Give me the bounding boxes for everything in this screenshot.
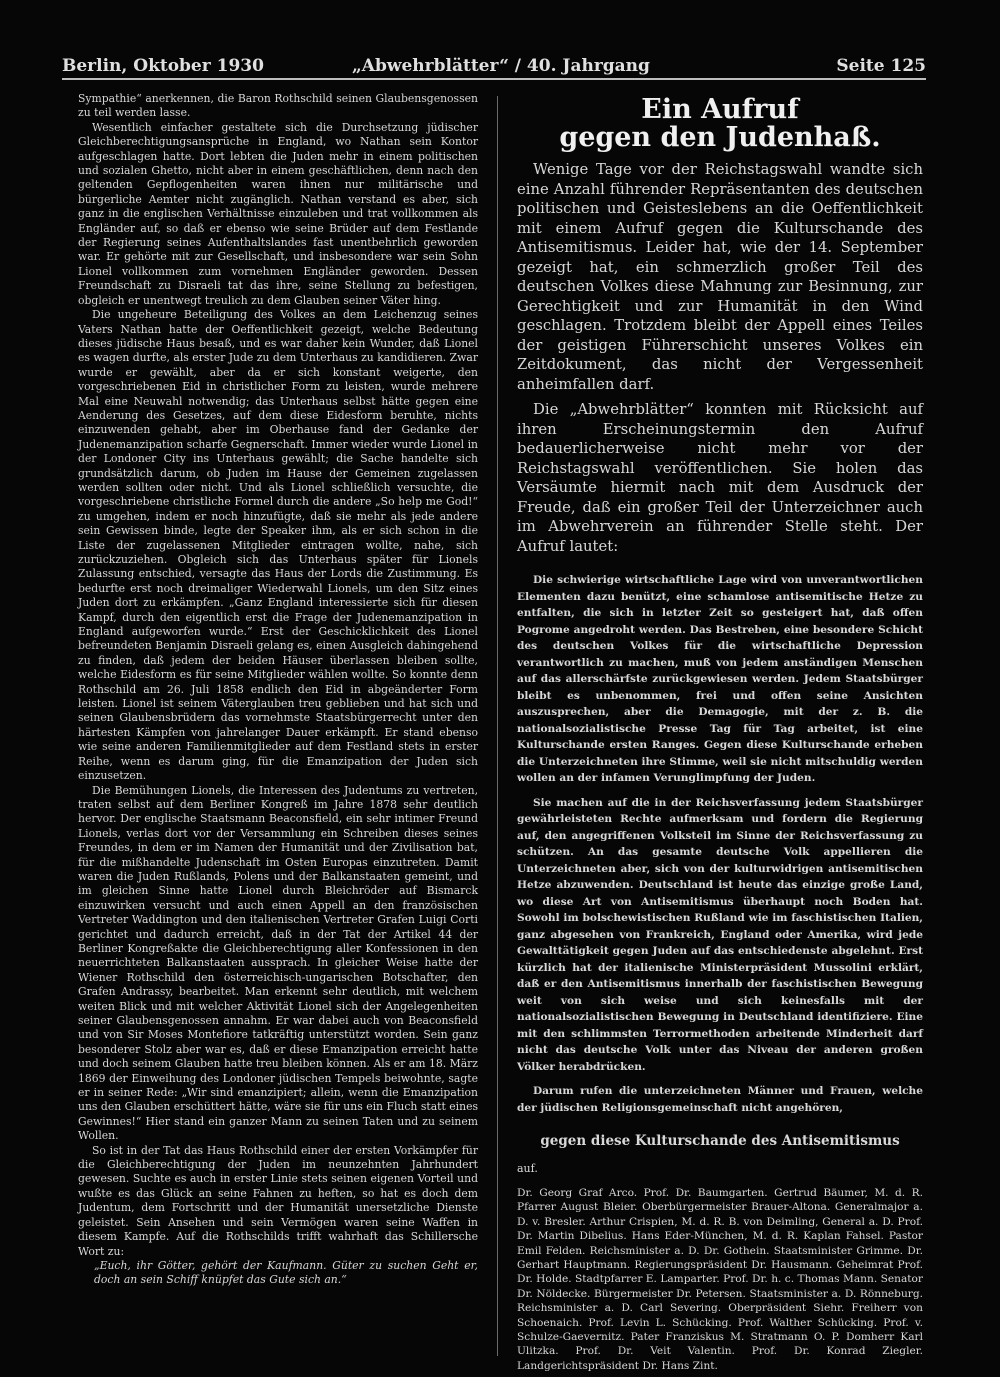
article-paragraph: Die ungeheure Beteiligung des Volkes an dem Leichenzug seines Vaters Nathan hatte der Oeffentlichkeit gezeigt, welche Bedeutung dieses jüdische Haus besaß, und es war daher kein Wunder, daß Lionel es wagen durfte, als erster Jude zu dem Unterhaus zu kandidieren. Zwar wurde er gewählt, aber da er sich konstant weigerte, den vorgeschriebenen Eid in christlicher Form zu leisten, wurde mehrere Mal eine Neuwahl notwendig; das Unterhaus selbst hätte gegen eine Aenderung des Gesetzes, auf dem diese Eidesform beruhte, nichts einzuwenden gehabt, aber im Oberhause fand der Gedanke der Judenemanzipation scharfe Gegnerschaft. Immer wieder wurde Lionel in der Londoner City ins Unterhaus gewählt; die Sache handelte sich grundsätzlich darum, ob Juden im Hause der Gemeinen zugelassen werden sollten oder nicht. Und als Lionel schließlich versuchte, die vorgeschriebene christliche Formel durch die andere „So help me God!“ zu umgehen, indem er noch hinzufügte, daß sie mehr als jede andere sein Gewissen binde, legte der Speaker ihm, als er sich schon in die Liste der zugelassenen Mitglieder eintragen wollte, nahe, sich zurückzuziehen. Obgleich sich das Unterhaus später für Lionels Zulassung entschied, versagte das Haus der Lords die Zustimmung. Es bedurfte erst noch dreimaliger Wiederwahl Lionels, um den Sitz eines Juden dort zu erkämpfen. „Ganz England interessierte sich für diesen Kampf, durch den eigentlich erst die Frage der Judenemanzipation in England aufgeworfen wurde.“ Erst der Geschicklichkeit des Lionel befreundeten Benjamin Disraeli gelang es, einen Ausgleich dahingehend zu finden, daß jedem der beiden Häuser überlassen bleiben sollte, welche Eidesform es für seine Mitglieder wählen wollte. So konnte denn Rothschild am 26. Juli 1858 endlich den Eid in abgeänderter Form leisten. Lionel ist seinem Väterglauben treu geblieben und hat sich und seinen Glaubensbrüdern das vornehmste Staatsbürgerrecht unter den härtesten Kämpfen von jahrelanger Dauer erkämpft. Er stand ebenso wie seine anderen Familienmitglieder auf dem Festland stets in erster Reihe, wenn es darum ging, für die Emanzipation der Juden sich einzusetzen. xyxy=(78,308,478,783)
article-paragraph: Die Bemühungen Lionels, die Interessen des Judentums zu vertreten, traten selbst auf dem Berliner Kongreß im Jahre 1878 sehr deutlich hervor. Der englische Staatsmann Beaconsfield, ein sehr intimer Freund Lionels, verlas dort vor der Versammlung ein Schreiben dieses seines Freundes, in dem er im Namen der Humanität und der Zivilisation bat, für die mißhandelte Judenschaft im Osten Europas einzutreten. Damit waren die Juden Rußlands, Polens und der Balkanstaaten gemeint, und im gleichen Sinne hatte Lionel durch Bleichröder auf Bismarck einzuwirken versucht und auch einen Appell an den französischen Vertreter Waddington und den italienischen Vertreter Grafen Luigi Corti gerichtet und dadurch erreicht, daß in der Tat der Artikel 44 der Berliner Kongreßakte die Gleichberechtigung aller Konfessionen in den neuerrichteten Balkanstaaten aussprach. In gleicher Weise hatte der Wiener Rothschild den österreichisch-ungarischen Botschafter, den Grafen Andrassy, bearbeitet. Man erkennt sehr deutlich, mit welchem weiten Blick und mit welcher Aktivität Lionel sich der Angelegenheiten seiner Glaubensgenossen annahm. Er war dabei auch von Beaconsfield und von Sir Moses Montefiore tatkräftig unterstützt worden. Sein ganz besonderer Stolz aber war es, daß er diese Emanzipation erreicht hatte und doch seinem Glauben hatte treu bleiben können. Als er am 18. März 1869 der Einweihung des Londoner jüdischen Tempels beiwohnte, sagte er in seiner Rede: „Wir sind emanzipiert; allein, wenn die Emanzipation uns den Glauben erschüttert hätte, wäre sie für uns ein Fluch statt eines Gewinnes!“ Hier stand ein ganzer Mann zu seinen Taten und zu seinem Wollen. xyxy=(78,783,478,1143)
appeal-subheading: gegen diese Kulturschande des Antisemitismus xyxy=(540,1133,900,1149)
appeal-auf: auf. xyxy=(517,1162,538,1175)
intro-paragraph: Die „Abwehrblätter“ konnten mit Rücksicht auf ihren Erscheinungstermin den Aufruf bedauerlicherweise nicht mehr vor der Reichstagswahl veröffentlichen. Sie holen das Versäumte hiermit nach mit dem Ausdruck der Freude, daß ein großer Teil der Unterzeichner auch im Abwehrverein an führender Stelle steht. Der Aufruf lautet: xyxy=(517,401,923,555)
signatories-list: Dr. Georg Graf Arco. Prof. Dr. Baumgarten. Gertrud Bäumer, M. d. R. Pfarrer August Bleier. Oberbürgermeister Brauer-Altona. Generalmajor a. D. v. Bresler. Arthur Crispien, M. d. R. B. von Deimling, General a. D. Prof. Dr. Martin Dibelius. Hans Eder-München, M. d. R. Kaplan Fahsel. Pastor Emil Felden. Reichsminister a. D. Dr. Gothein. Staatsminister Grimme. Dr. Gerhart Hauptmann. Regierungspräsident Dr. Hausmann. Geheimrat Prof. Dr. Holde. Stadtpfarrer E. Lamparter. Prof. Dr. h. c. Thomas Mann. Senator Dr. Nöldecke. Bürgermeister Dr. Petersen. Staatsminister a. D. Rönneburg. Reichsminister a. D. Carl Severing. Oberpräsident Siehr. Freiherr von Schoenaich. Prof. Levin L. Schücking. Prof. Walther Schücking. Prof. v. Schulze-Gaevernitz. Pater Franziskus M. Stratmann O. P. Domherr Karl Ulitzka. Prof. Dr. Veit Valentin. Prof. Dr. Konrad Ziegler. Landgerichtspräsident Dr. Hans Zint. xyxy=(517,1187,923,1372)
article-intro xyxy=(517,160,923,556)
header-page-number: Seite 125 xyxy=(836,56,926,76)
article-headline xyxy=(517,96,923,152)
intro-paragraph: Wenige Tage vor der Reichstagswahl wandte sich eine Anzahl führender Repräsentanten des deutschen politischen und Geisteslebens an die Oeffentlichkeit mit einem Aufruf gegen die Kulturschande des Antisemitismus. Leider hat, wie der 14. September gezeigt hat, ein schmerzlich großer Teil des deutschen Volkes diese Mahnung zur Besinnung, zur Gerechtigkeit und zur Humanität in den Wind geschlagen. Trotzdem bleibt der Appell eines Teiles der geistigen Führerschicht unseres Volkes ein Zeitdokument, das nicht der Vergessenheit anheimfallen darf. xyxy=(517,161,923,393)
schiller-quote: „Euch, ihr Götter, gehört der Kaufmann. Güter zu suchen Geht er, doch an sein Schiff knüpfet das Gute sich an.“ xyxy=(94,1258,478,1287)
left-column-article xyxy=(78,92,478,1288)
appeal-paragraph: Die schwierige wirtschaftliche Lage wird von unverantwortlichen Elementen dazu benützt, eine schamlose antisemitische Hetze zu entfalten, die sich in letzter Zeit so gesteigert hat, daß offen Pogrome angedroht werden. Das Bestreben, eine besondere Schicht des deutschen Volkes für die wirtschaftliche Depression verantwortlich zu machen, muß von jedem anständigen Menschen auf das allerschärfste zurückgewiesen werden. Jedem Staatsbürger bleibt es unbenommen, frei und offen seine Ansichten auszusprechen, aber die Demagogie, mit der z. B. die nationalsozialistische Presse Tag für Tag arbeitet, ist eine Kulturschande ersten Ranges. Gegen diese Kulturschande erheben die Unterzeichneten ihre Stimme, weil sie nicht mitschuldig werden wollen an der infamen Verunglimpfung der Juden. xyxy=(517,574,923,784)
column-divider xyxy=(497,96,498,1356)
header-publication: „Abwehrblätter“ / 40. Jahrgang xyxy=(352,56,650,76)
right-column-article xyxy=(517,96,923,1373)
article-paragraph: Wesentlich einfacher gestaltete sich die Durchsetzung jüdischer Gleichberechtigungsansprüche in England, wo Nathan sein Kontor aufgeschlagen hatte. Dort lebten die Juden mehr in einem politischen und sozialen Ghetto, nicht aber in einem geschäftlichen, denn nach den geltenden Gepflogenheiten waren ihnen nur militärische und bürgerliche Aemter nicht zugänglich. Nathan verstand es aber, sich ganz in die englischen Verhältnisse einzuleben und trat vollkommen als Engländer auf, so daß er ebenso wie seine Brüder auf dem Festlande der Regierung seines Aufenthaltslandes fast unentbehrlich geworden war. Er gehörte mit zur Gesellschaft, und insbesondere war sein Sohn Lionel vollkommen zum vornehmen Engländer geworden. Dessen Freundschaft zu Disraeli tat das ihre, seine Stellung zu befestigen, obgleich er unentwegt treulich zu dem Glauben seiner Väter hing. xyxy=(78,120,478,307)
appeal-text xyxy=(517,572,923,1116)
appeal-paragraph: Darum rufen die unterzeichneten Männer und Frauen, welche der jüdischen Religionsgemeinschaft nicht angehören, xyxy=(517,1085,923,1114)
headline-line-2: gegen den Judenhaß. xyxy=(559,122,881,153)
page-header xyxy=(62,50,926,82)
appeal-paragraph: Sie machen auf die in der Reichsverfassung jedem Staatsbürger gewährleisteten Rechte aufmerksam und fordern die Regierung auf, den angegriffenen Volksteil im Sinne der Reichsverfassung zu schützen. An das gesamte deutsche Volk appellieren die Unterzeichneten aber, sich von der kulturwidrigen antisemitischen Hetze abzuwenden. Deutschland ist heute das einzige große Land, wo diese Art von Antisemitismus überhaupt noch Boden hat. Sowohl im bolschewistischen Rußland wie im faschistischen Italien, ganz abgesehen von Frankreich, England oder Amerika, wird jede Gewalttätigkeit gegen Juden auf das entschiedenste abgelehnt. Erst kürzlich hat der italienische Ministerpräsident Mussolini erklärt, daß er den Antisemitismus innerhalb der faschistischen Bewegung weit von sich weise und sich keinesfalls mit der nationalsozialistischen Bewegung in Deutschland identifiziere. Eine mit den schlimmsten Terrormethoden arbeitende Minderheit darf nicht das deutsche Volk unter das Niveau der anderen großen Völker herabdrücken. xyxy=(517,796,923,1073)
article-paragraph: So ist in der Tat das Haus Rothschild einer der ersten Vorkämpfer für die Gleichberechtigung der Juden im neunzehnten Jahrhundert gewesen. Suchte es auch in erster Linie stets seinen eigenen Vorteil und wußte es das Glück an seine Fahnen zu heften, so hat es doch dem Judentum, dem Fortschritt und der Humanität unersetzliche Dienste geleistet. Sein Ansehen und sein Vermögen waren seine Waffen in diesem Kampfe. Auf die Rothschilds trifft wahrhaft das Schillersche Wort zu: xyxy=(78,1143,478,1258)
header-place-date: Berlin, Oktober 1930 xyxy=(62,56,264,76)
headline-line-1: Ein Aufruf xyxy=(641,94,799,125)
header-rule xyxy=(62,78,926,80)
article-paragraph: Sympathie“ anerkennen, die Baron Rothschild seinen Glaubensgenossen zu teil werden lasse. xyxy=(78,92,478,120)
